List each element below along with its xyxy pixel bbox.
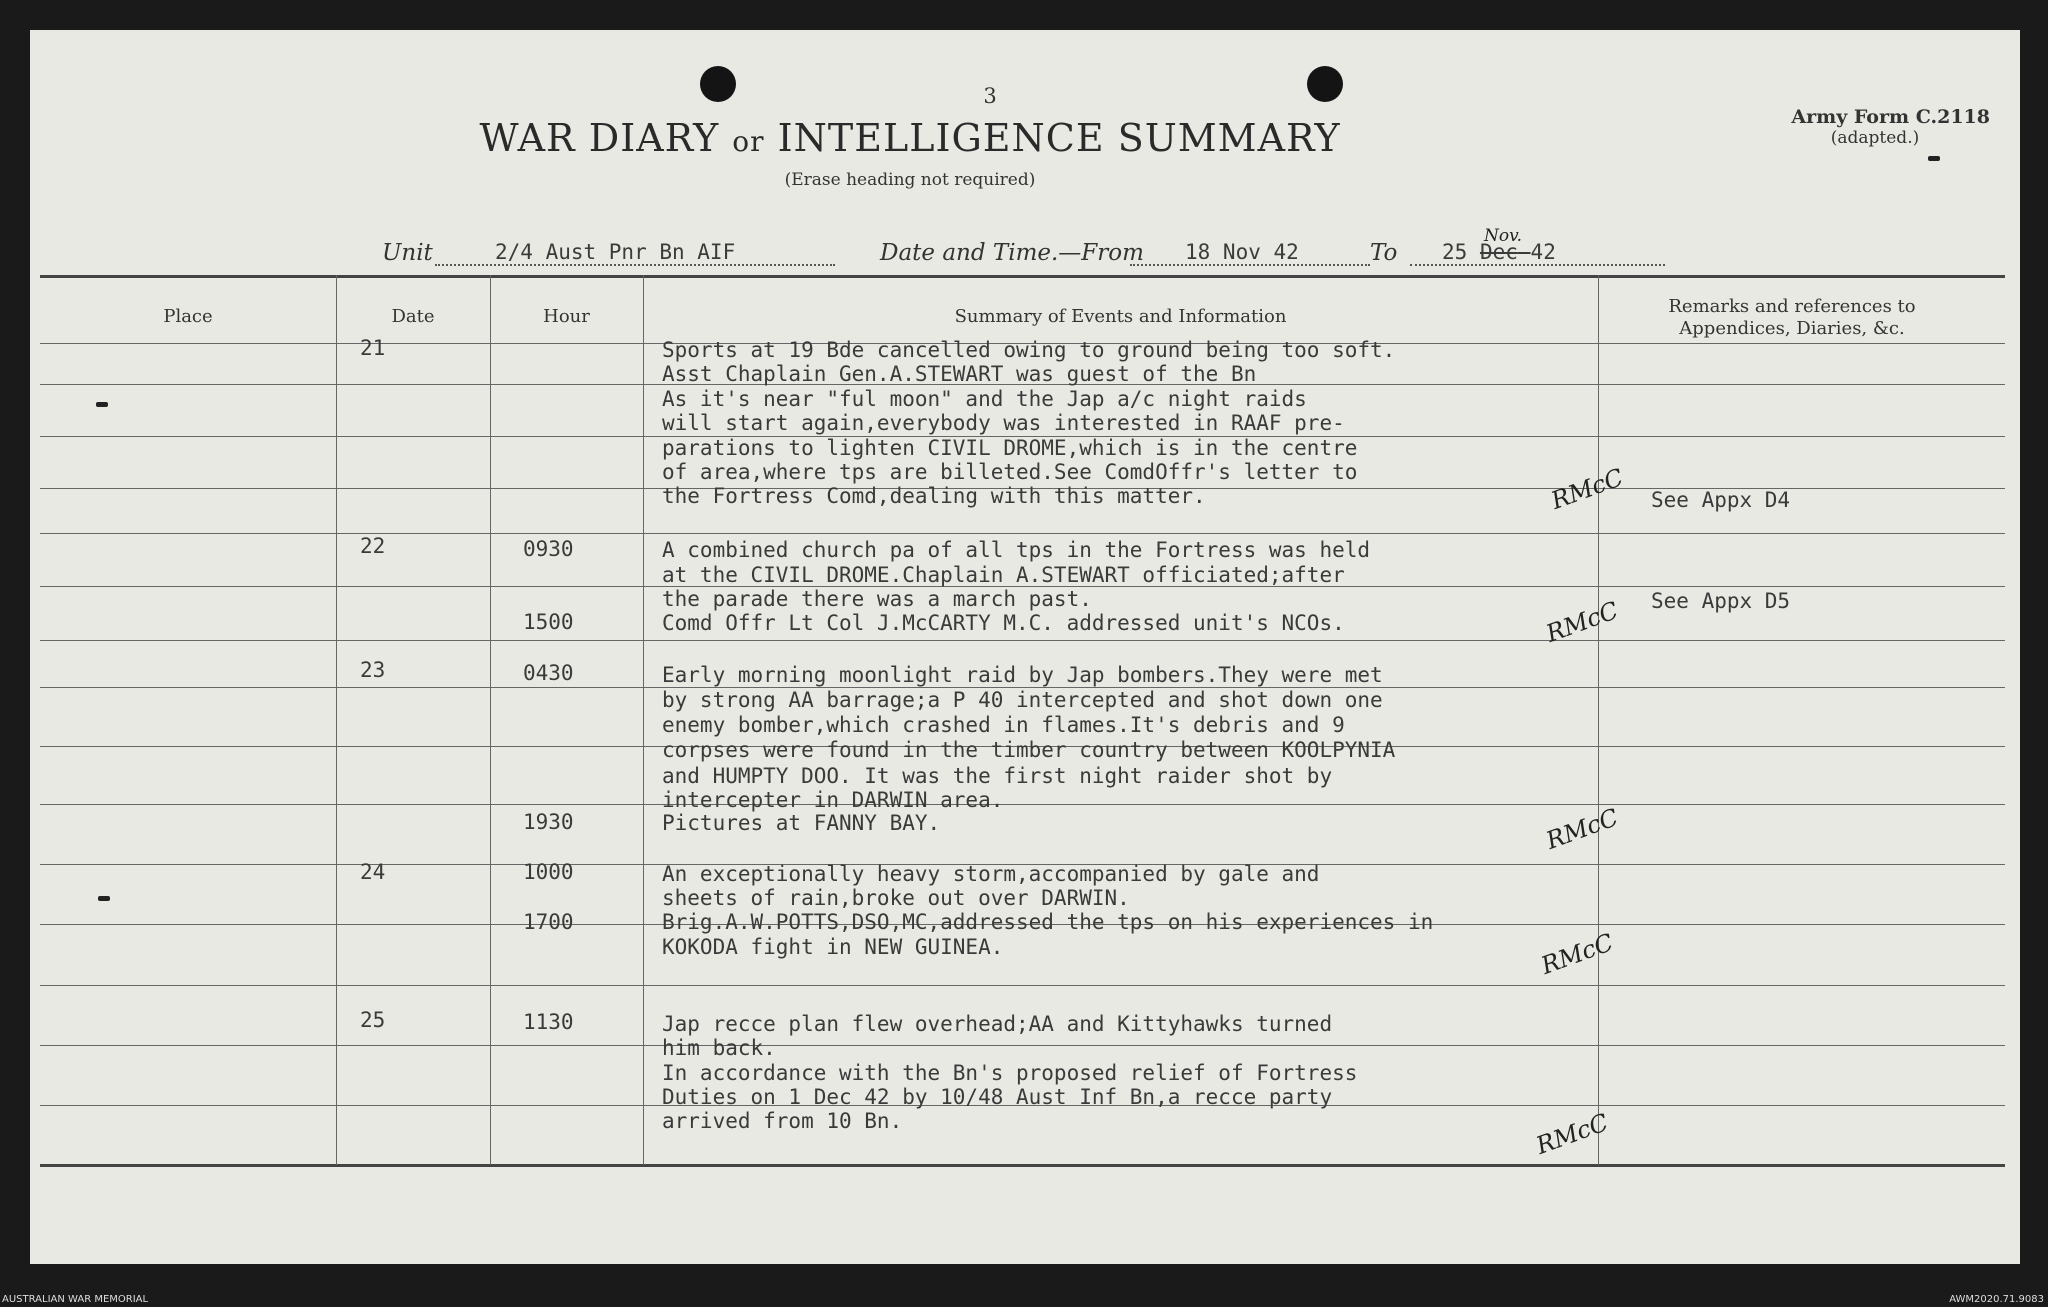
- summary-line: corpses were found in the timber country between KOOLPYNIA: [662, 738, 1396, 762]
- summary-line: Jap recce plan flew overhead;AA and Kittyhawks turned: [662, 1012, 1333, 1036]
- row-rule: [40, 640, 2005, 641]
- column-divider: [1598, 275, 1599, 1165]
- entry-hour: 1000: [523, 860, 574, 884]
- summary-line: Comd Offr Lt Col J.McCARTY M.C. addressed unit's NCOs.: [662, 611, 1345, 635]
- col-header-remarks: [1592, 296, 1992, 340]
- summary-line: the Fortress Comd,dealing with this matter.: [662, 484, 1206, 508]
- summary-line: arrived from 10 Bn.: [662, 1109, 903, 1133]
- summary-line: In accordance with the Bn's proposed relief of Fortress: [662, 1061, 1358, 1085]
- title-or: or: [732, 125, 765, 158]
- date-to-label: To: [1370, 240, 1398, 266]
- remark-appendix: See Appx D4: [1651, 488, 1791, 512]
- footer-credit: AUSTRALIAN WAR MEMORIAL: [2, 1294, 149, 1305]
- summary-line: Asst Chaplain Gen.A.STEWART was guest of the Bn: [662, 362, 1257, 386]
- row-rule: [40, 533, 2005, 534]
- diary-sheet: [30, 30, 2020, 1264]
- summary-line: him back.: [662, 1036, 776, 1060]
- summary-line: enemy bomber,which crashed in flames.It's debris and 9: [662, 713, 1345, 737]
- date-from: 18 Nov 42: [1185, 240, 1299, 264]
- column-divider: [643, 275, 644, 1165]
- title-part2: INTELLIGENCE SUMMARY: [777, 116, 1341, 160]
- summary-line: Early morning moonlight raid by Jap bombers.They were met: [662, 663, 1383, 687]
- unit-dotted-line: [435, 264, 835, 266]
- punch-hole: [1307, 66, 1343, 102]
- title-part1: WAR DIARY: [479, 116, 720, 160]
- page-number: 3: [983, 84, 997, 108]
- summary-line: Sports at 19 Bde cancelled owing to ground being too soft.: [662, 338, 1396, 362]
- entry-hour: 1500: [523, 610, 574, 634]
- entry-hour: 1130: [523, 1010, 574, 1034]
- column-divider: [336, 275, 337, 1165]
- summary-line: by strong AA barrage;a P 40 intercepted and shot down one: [662, 688, 1383, 712]
- col-header-hour: Hour: [543, 306, 590, 327]
- summary-line: KOKODA fight in NEW GUINEA.: [662, 935, 1004, 959]
- initials-signature: RMcC: [1532, 1108, 1612, 1160]
- col-header-place: Place: [163, 306, 213, 327]
- column-divider: [490, 275, 491, 1165]
- unit-value: 2/4 Aust Pnr Bn AIF: [495, 240, 736, 264]
- date-to-inserted-month: Nov.: [1483, 226, 1523, 246]
- date-to: [1442, 226, 1556, 264]
- page-title: [360, 116, 1460, 160]
- form-adapted: (adapted.): [1830, 128, 1920, 148]
- entry-date: 24: [360, 860, 386, 884]
- date-label: Date and Time.—From: [880, 240, 1144, 266]
- unit-date-line: [30, 226, 2020, 270]
- summary-line: sheets of rain,broke out over DARWIN.: [662, 886, 1130, 910]
- summary-line: As it's near "ful moon" and the Jap a/c night raids: [662, 387, 1307, 411]
- unit-label: Unit: [382, 240, 433, 266]
- footer-reference: AWM2020.71.9083: [1949, 1294, 2044, 1305]
- ink-mark: [1928, 156, 1940, 161]
- summary-line: intercepter in DARWIN area.: [662, 788, 1004, 812]
- date-to-day: 25: [1442, 240, 1468, 264]
- remarks-header-line1: Remarks and references to: [1668, 296, 1916, 317]
- initials-signature: RMcC: [1547, 463, 1627, 515]
- date-to-struck-month: [1479, 226, 1531, 264]
- date-to-dotted-line: [1410, 264, 1665, 266]
- summary-line: Pictures at FANNY BAY.: [662, 811, 941, 835]
- row-rule: [40, 985, 2005, 986]
- entry-date: 23: [360, 658, 386, 682]
- remarks-header-line2: Appendices, Diaries, &c.: [1679, 318, 1905, 339]
- col-header-date: Date: [391, 306, 435, 327]
- col-header-summary: Summary of Events and Information: [954, 306, 1287, 327]
- entry-date: 21: [360, 336, 386, 360]
- summary-line: and HUMPTY DOO. It was the first night raider shot by: [662, 764, 1333, 788]
- remark-appendix: See Appx D5: [1651, 589, 1791, 613]
- initials-signature: RMcC: [1537, 928, 1617, 980]
- summary-line: of area,where tps are billeted.See ComdOffr's letter to: [662, 460, 1358, 484]
- initials-signature: RMcC: [1542, 803, 1622, 855]
- form-reference: Army Form C.2118: [1791, 106, 1990, 128]
- subtitle: (Erase heading not required): [784, 170, 1036, 190]
- row-rule: [40, 1045, 2005, 1046]
- summary-line: A combined church pa of all tps in the Fortress was held: [662, 538, 1371, 562]
- entry-date: 22: [360, 534, 386, 558]
- initials-signature: RMcC: [1542, 596, 1622, 648]
- ink-mark: [96, 402, 108, 407]
- struck-month-text: Dec: [1479, 240, 1518, 264]
- summary-line: at the CIVIL DROME.Chaplain A.STEWART officiated;after: [662, 563, 1345, 587]
- summary-line: An exceptionally heavy storm,accompanied by gale and: [662, 862, 1320, 886]
- entry-date: 25: [360, 1008, 386, 1032]
- summary-line: Duties on 1 Dec 42 by 10/48 Aust Inf Bn,a recce party: [662, 1085, 1333, 1109]
- row-rule: [40, 804, 2005, 805]
- entry-hour: 0930: [523, 537, 574, 561]
- date-to-year: 42: [1530, 240, 1556, 264]
- entry-hour: 1930: [523, 810, 574, 834]
- table-bottom-rule: [40, 1164, 2005, 1167]
- date-from-dotted-line: [1130, 264, 1370, 266]
- summary-line: the parade there was a march past.: [662, 587, 1092, 611]
- table-top-rule: [40, 275, 2005, 278]
- summary-line: will start again,everybody was interested in RAAF pre-: [662, 411, 1345, 435]
- ink-mark: [98, 896, 110, 901]
- summary-line: Brig.A.W.POTTS,DSO,MC,addressed the tps on his experiences in: [662, 910, 1434, 934]
- entry-hour: 0430: [523, 661, 574, 685]
- entry-hour: 1700: [523, 910, 574, 934]
- summary-line: parations to lighten CIVIL DROME,which is in the centre: [662, 436, 1358, 460]
- punch-hole: [700, 66, 736, 102]
